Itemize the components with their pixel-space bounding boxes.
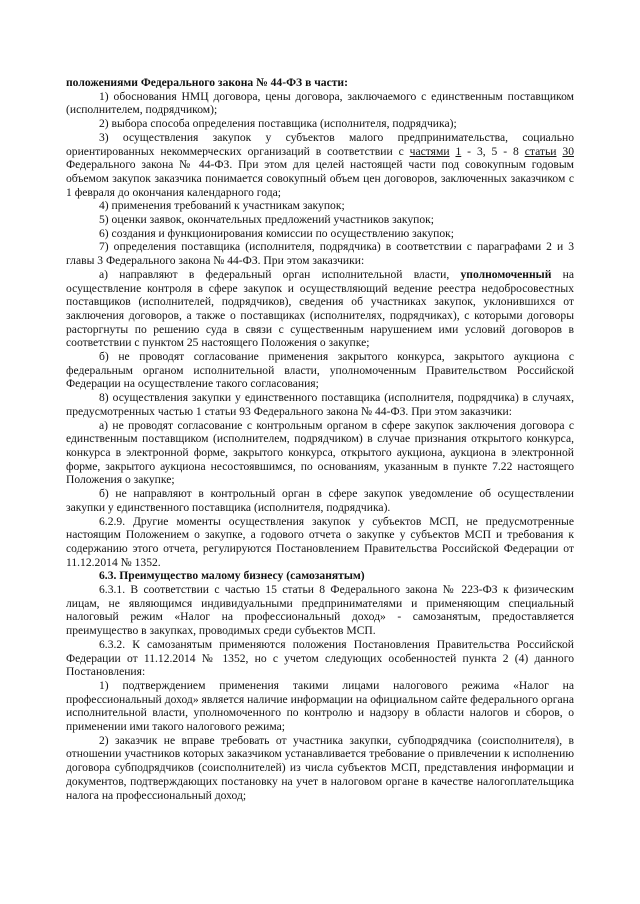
item-3-text-end: Федерального закона № 44-ФЗ. При этом для целей настоящей части под совокупным годовым объемом закупок заказчика понимается совокупный объем цен договоров, заключенных заказчиком с 1 февраля до окончания календарного года; bbox=[66, 158, 574, 199]
item-3-text-start: 3) осуществления закупок у субъектов малого предпринимательства, социально ориентированных некоммерческих организаций в соответствии с bbox=[66, 130, 574, 158]
paragraph-item-3 bbox=[66, 131, 574, 200]
paragraph-subitem-1: 1) подтверждением применения такими лицами налогового режима «Налог на профессиональный доход» является наличие информации на официальном сайте федерального органа исполнительной власти, уполномоченного по контролю и надзору в области налогов и сборов, о применении ими такого налогового режима; bbox=[66, 678, 574, 734]
paragraph-item-7b: б) не проводят согласование применения закрытого конкурса, закрытого аукциона с федеральным органом исполнительной власти, уполномоченным Правительством Российской Федерации на осуществление такого согласования; bbox=[66, 350, 574, 391]
paragraph-item-6: 6) создания и функционирования комиссии по осуществлению закупок; bbox=[99, 226, 455, 240]
section-heading: положениями Федерального закона № 44-ФЗ в части: bbox=[66, 76, 348, 89]
paragraph-6-3-2: 6.3.2. К самозанятым применяются положения Постановления Правительства Российской Федерации от 11.12.2014 № 1352, но с учетом следующих особенностей пункта 2 (4) данного Постановления: bbox=[66, 637, 574, 679]
paragraph-item-7: 7) определения поставщика (исполнителя, подрядчика) в соответствии с параграфами 2 и 3 главы 3 Федерального закона № 44-ФЗ. При этом заказчики: bbox=[66, 240, 574, 268]
paragraph-item-7a bbox=[66, 268, 574, 350]
item-3-text-mid: - 3, 5 - 8 bbox=[461, 144, 525, 158]
paragraph-item-4: 4) применения требований к участникам закупок; bbox=[99, 199, 345, 213]
item-7a-text-start: а) направляют в федеральный орган исполнительной власти, bbox=[99, 267, 461, 281]
paragraph-subitem-2: 2) заказчик не вправе требовать от участника закупки, субподрядчика (соисполнителя), в отношении участников которых заказчиком устанавливается требование о привлечении к исполнению договора субподрядчиков (соисполнителей) из числа субъектов МСП, представления информации и документов, подтверждающих постановку на учет в налоговом органе в качестве налогоплательщика налога на профессиональный доход; bbox=[66, 733, 574, 802]
paragraph-item-8a: а) не проводят согласование с контрольным органом в сфере закупок заключения договора с единственным поставщиком (исполнителем, подрядчиком) в случае признания открытого конкурса, конкурса в электронной форме, закрытого конкурса, открытого аукциона, аукциона в электронной форме, закрытого аукциона несостоявшимся, по основаниям, указанным в пункте 7.22 настоящего Положения о закупке; bbox=[66, 418, 574, 487]
item-7a-bold-word: уполномоченный bbox=[460, 267, 552, 281]
paragraph-item-8: 8) осуществления закупки у единственного поставщика (исполнителя, подрядчика) в случаях, предусмотренных частью 1 статьи 93 Федерального закона № 44-ФЗ. При этом заказчики: bbox=[66, 391, 574, 418]
paragraph-item-2: 2) выбора способа определения поставщика (исполнителя, подрядчика); bbox=[99, 117, 457, 131]
paragraph-item-5: 5) оценки заявок, окончательных предложений участников закупок; bbox=[99, 213, 434, 227]
paragraph-6-2-9: 6.2.9. Другие моменты осуществления закупок у субъектов МСП, не предусмотренные настоящим Положением о закупке, а годового отчета о закупке у субъектов МСП и требования к содержанию этого отчета, регулируются Постановлением Правительства Российской Федерации от 11.12.2014 № 1352. bbox=[66, 514, 574, 569]
law-article-30-link[interactable]: 30 bbox=[562, 144, 574, 158]
document-page bbox=[66, 76, 574, 802]
item-7a-text-end: на осуществление контроля в сфере закупок и осуществляющий ведение реестра недобросовестных поставщиков (исполнителей, подрядчиков), сведения об участниках закупок, уклонившихся от заключения договоров, а также о поставщиках (исполнителях, подрядчиках), с которыми договоры расторгнуты по решению суда в связи с существенным нарушением ими условий договоров в соответствии с пунктом 25 настоящего Положения о закупке; bbox=[66, 267, 574, 350]
law-part-1-link[interactable]: 1 bbox=[455, 144, 462, 158]
section-6-3-heading: 6.3. Преимущество малому бизнесу (самозанятым) bbox=[99, 569, 365, 583]
paragraph-item-8b: б) не направляют в контрольный орган в сфере закупок уведомление об осуществлении закупки у единственного поставщика (исполнителя, подрядчика). bbox=[66, 487, 574, 514]
law-article-link[interactable]: статьи bbox=[524, 144, 557, 158]
paragraph-6-3-1: 6.3.1. В соответствии с частью 15 статьи 8 Федерального закона № 223-ФЗ к физическим лицам, не являющимся индивидуальными предпринимателями и применяющим специальный налоговый режим «Налог на профессиональный доход» - самозанятым, предоставляется преимущество в закупках, проводимых среди субъектов МСП. bbox=[66, 583, 574, 638]
law-part-link[interactable]: частями bbox=[409, 144, 450, 158]
paragraph-item-1: 1) обоснования НМЦ договора, цены договора, заключаемого с единственным поставщиком (исполнителем, подрядчиком); bbox=[66, 89, 574, 117]
